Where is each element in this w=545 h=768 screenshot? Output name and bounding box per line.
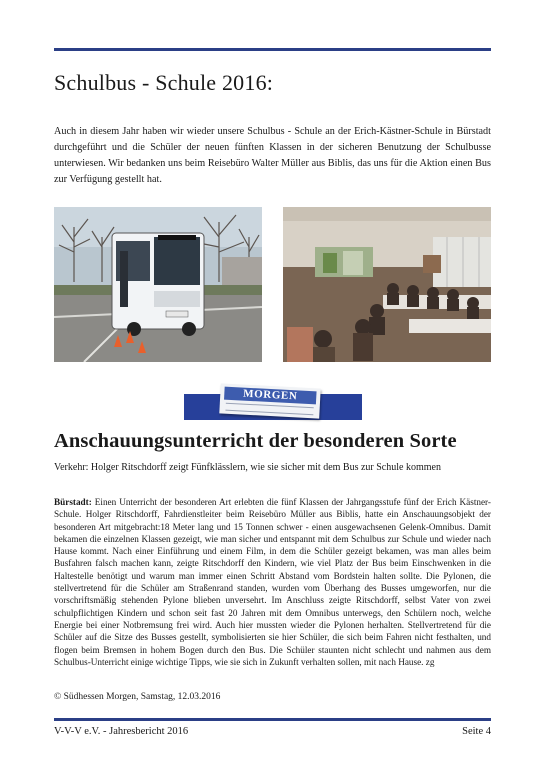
intro-paragraph: Auch in diesem Jahr haben wir wieder unsere Schulbus - Schule an der Erich-Kästner-Schule in Bürstadt durchgeführt und die Schüler der neuen fünften Klassen in der sicheren Benutzung der Schulbusse unterwiesen. Wir bedanken uns beim Reisebüro Walter Müller aus Biblis, das uns für die Aktion einen Bus zur Verfügung gestellt hat. xyxy=(54,126,491,185)
article-text: Einen Unterricht der besonderen Art erlebten die fünf Klassen der Jahrgangsstufe fünf der Erich Kästner-Schule. Holger Ritschdorff, Fahrdienstleiter beim Reisebüro Müller aus Biblis, hatte ein Anschauungsobjekt der besonderen Art mitgebracht:18 Meter lang und 15 Tonnen schwer - einen ausgewachsenen Gelenk-Omnibus. Damit bekamen die einzelnen Klassen gezeigt, wie man sicher und entspannt mit dem Schulbus zur Schule und wieder nach Hause kommt. Nach einer Einführung und einem Film, in dem die Schüler gezeigt bekamen, was man alles beim Busfahren falsch machen kann, zeigte Ritschdorff den Kindern, wie viel Platz der Bus beim Einschwenken in die Haltestelle benötigt und warum man immer einen Schritt Abstand vom Bordstein halten sollte. Die Pylonen, die stellvertretend für die Schüler am Straßenrand standen, wurden vom Überhang des Busses umgeworfen, nur die vorschriftsmäßig stehenden Pylone blieben unversehrt. Im Anschluss zeigte Ritschdorff, selbst Vater von zwei schulpflichtigen Kindern und schon seit fast 20 Jahren mit dem Omnibus unterwegs, den Schülern noch, welche Energie bei einer Notbremsung frei wird. Auch hier mussten wieder die Pylonen herhalten. Stellvertretend für die Schüler auf die Sitze des Busses gestellt, symbolisierten sie hier Schüler, die sich beim Fahren nicht festhalten, und flogen beim Bremsen in hohem Bogen durch den Bus. Die Schüler staunten nicht schlecht und nahmen aus dem Schulbus-Unterricht einige wichtige Tipps, wie sie sich in Zukunft verhalten sollen, mit nach Hause. zg xyxy=(54,497,491,667)
bus-photo xyxy=(54,207,262,362)
top-rule xyxy=(54,48,491,51)
article-subtitle: Verkehr: Holger Ritschdorff zeigt Fünfklässlern, wie sie sicher mit dem Bus zur Schule kommen xyxy=(54,462,441,473)
article-headline: Anschauungsunterricht der besonderen Sorte xyxy=(54,430,457,452)
bottom-rule xyxy=(54,718,491,721)
classroom-photo xyxy=(283,207,491,362)
newspaper-name: MORGEN xyxy=(224,387,317,405)
footer-title: V-V-V e.V. - Jahresbericht 2016 xyxy=(54,726,189,737)
article-source: © Südhessen Morgen, Samstag, 12.03.2016 xyxy=(54,692,221,702)
article-dateline: Bürstadt: xyxy=(54,497,92,507)
page-title: Schulbus - Schule 2016: xyxy=(54,70,274,95)
article-body xyxy=(54,496,491,668)
page-number: Seite 4 xyxy=(462,726,491,737)
newspaper-icon xyxy=(219,383,320,418)
newspaper-banner xyxy=(184,387,362,420)
